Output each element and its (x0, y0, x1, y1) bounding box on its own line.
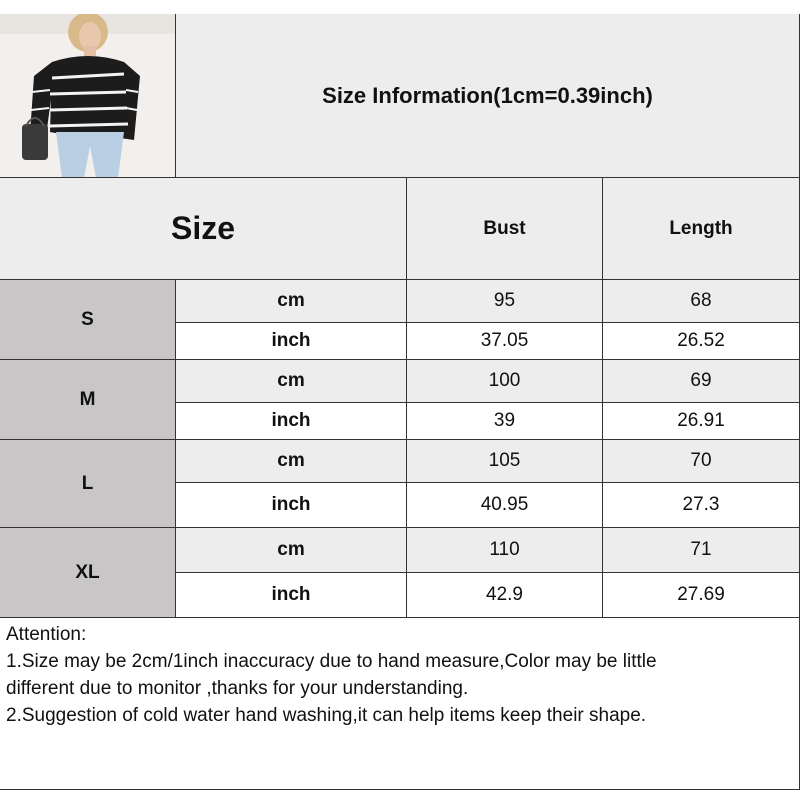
length-value-cell (603, 440, 800, 483)
length-value: 68 (690, 290, 712, 311)
length-value: 27.3 (682, 494, 720, 515)
unit-cell (176, 528, 407, 573)
bust-value-cell (407, 440, 603, 483)
bust-value-cell (407, 403, 603, 440)
size-label: XL (75, 561, 100, 583)
unit-label: inch (271, 410, 311, 431)
size-label: M (79, 388, 96, 410)
unit-cell (176, 440, 407, 483)
unit-cell (176, 280, 407, 323)
size-header-cell (0, 178, 407, 280)
unit-cell (176, 573, 407, 618)
size-label-cell (0, 440, 176, 528)
bust-value: 42.9 (486, 584, 523, 605)
length-value-cell (603, 360, 800, 403)
bust-value: 105 (488, 450, 521, 471)
bust-value: 110 (489, 539, 520, 560)
unit-label: cm (277, 450, 305, 471)
length-value-cell (603, 403, 800, 440)
unit-label: inch (271, 494, 311, 515)
size-label-cell (0, 360, 176, 440)
bust-value-cell (407, 280, 603, 323)
length-value-cell (603, 323, 800, 360)
model-image (0, 14, 176, 178)
unit-cell (176, 483, 407, 528)
length-value: 26.52 (677, 330, 725, 351)
unit-label: inch (271, 330, 311, 351)
size-label: L (81, 472, 94, 494)
length-header-cell (603, 178, 800, 280)
bust-value-cell (407, 528, 603, 573)
notes-line: different due to monitor ,thanks for your understanding. (6, 678, 469, 699)
length-value: 26.91 (677, 410, 725, 431)
notes-line: 1.Size may be 2cm/1inch inaccuracy due to hand measure,Color may be little (6, 651, 657, 672)
unit-cell (176, 323, 407, 360)
length-value: 69 (690, 370, 712, 391)
product-photo (0, 14, 176, 178)
column-header-bust: Bust (483, 217, 526, 239)
size-label-cell (0, 528, 176, 618)
length-value: 71 (690, 539, 712, 560)
bust-value: 37.05 (480, 330, 529, 351)
unit-label: inch (271, 584, 311, 605)
unit-cell (176, 403, 407, 440)
title-cell (176, 14, 800, 178)
size-label-cell (0, 280, 176, 360)
length-value-cell (603, 483, 800, 528)
unit-label: cm (277, 290, 305, 311)
bust-header-cell (407, 178, 603, 280)
bust-value-cell (407, 323, 603, 360)
unit-label: cm (277, 539, 305, 560)
length-value-cell (603, 280, 800, 323)
bust-value-cell (407, 483, 603, 528)
length-value-cell (603, 573, 800, 618)
column-header-length: Length (669, 217, 733, 239)
size-label: S (81, 308, 94, 330)
length-value-cell (603, 528, 800, 573)
notes-heading: Attention: (6, 624, 87, 645)
length-value: 27.69 (677, 584, 725, 605)
length-value: 70 (690, 450, 712, 471)
bust-value: 40.95 (480, 494, 529, 515)
notes (6, 621, 796, 729)
notes-line: 2.Suggestion of cold water hand washing,it can help items keep their shape. (6, 705, 647, 726)
bust-value: 100 (488, 370, 521, 391)
unit-cell (176, 360, 407, 403)
bust-value: 39 (493, 410, 516, 431)
unit-label: cm (277, 370, 305, 391)
bust-value-cell (407, 360, 603, 403)
size-header: Size (170, 210, 236, 246)
bust-value: 95 (493, 290, 516, 311)
page-title: Size Information(1cm=0.39inch) (322, 82, 653, 108)
bust-value-cell (407, 573, 603, 618)
